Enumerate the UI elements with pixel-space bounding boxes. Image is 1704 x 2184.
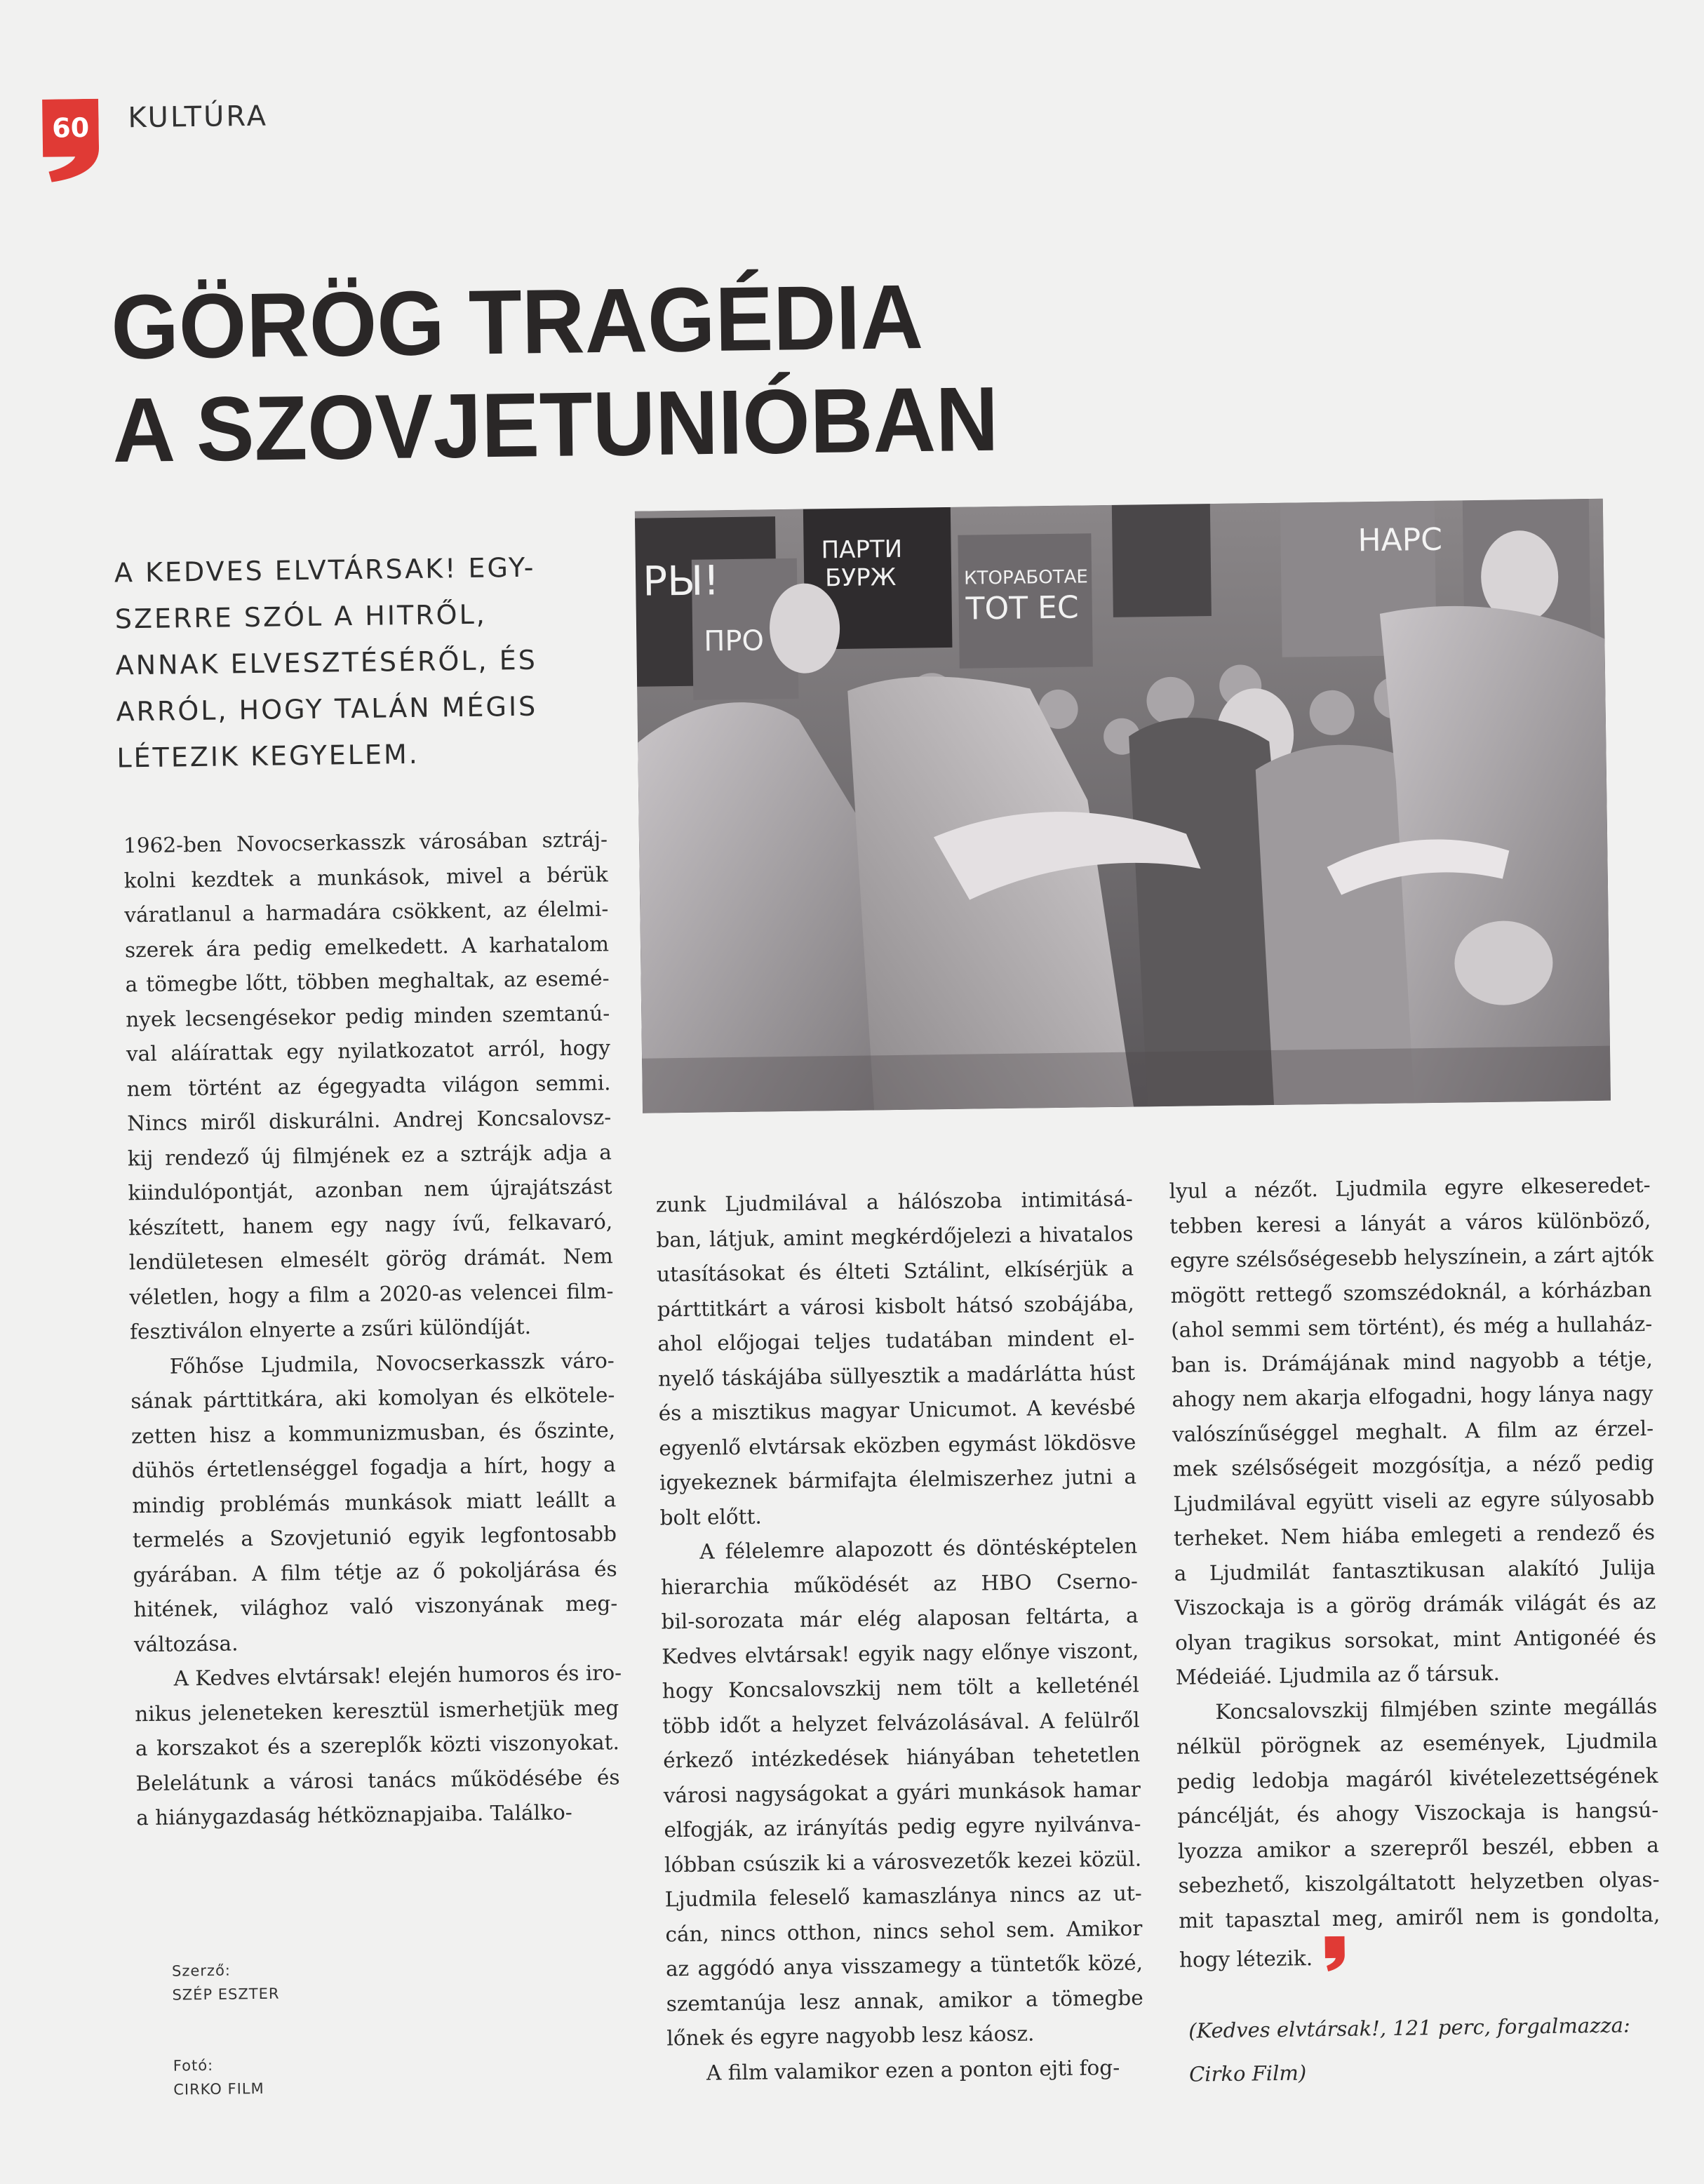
- text-line: több időt a helyzet felvázolásával. A felülről: [662, 1708, 1140, 1738]
- end-mark-icon: [1324, 1936, 1346, 1983]
- text-line: igyekeznek bármifajta élelmiszerhez jutni a: [659, 1464, 1137, 1495]
- text-line: érkező intézkedések hiányában tehetetlen: [662, 1742, 1141, 1773]
- banner-text: РЫ!: [642, 556, 720, 605]
- banner-text: КТОРАБОТАЕ: [963, 566, 1089, 589]
- text-line: mögött rettegő szomszédoknál, a kórházban: [1170, 1277, 1652, 1308]
- text-line: bolt előtt.: [659, 1504, 762, 1529]
- photo-label: Fotó:: [173, 2056, 214, 2075]
- text-line: készített, hanem egy nagy ívű, felkavaró,: [128, 1209, 613, 1240]
- text-line: Főhőse Ljudmila, Novocserkasszk váro-: [169, 1348, 615, 1379]
- film-info-line: (Kedves elvtársak!, 121 perc, forgalmazza:: [1188, 2013, 1630, 2043]
- text-line: Koncsalovszkij filmjében szinte megállás: [1215, 1694, 1658, 1724]
- text-line: ban is. Drámájának mind nagyobb a tétje,: [1171, 1346, 1653, 1377]
- text-line: szerek ára pedig emelkedett. A karhatalom: [124, 931, 610, 962]
- text-line: Kedves elvtársak! egyik nagy előnye viszont,: [662, 1638, 1139, 1668]
- lead-line: ANNAK ELVESZTÉSÉRŐL, ÉS: [115, 644, 538, 681]
- text-line: hogy Koncsalovszkij nem tölt a kelleténél: [662, 1673, 1140, 1703]
- text-line: Ljudmila feleselő kamaszlánya nincs az ut-: [664, 1881, 1142, 1912]
- film-info: [1188, 2003, 1667, 2096]
- text-line: termelés a Szovjetunió egyik legfontosabb: [132, 1522, 617, 1553]
- banner-text: ТОТ ЕС: [965, 589, 1079, 627]
- lead-line: A KEDVES ELVTÁRSAK! EGY-: [114, 551, 536, 589]
- text-line: lendületesen elmesélt görög drámát. Nem: [128, 1244, 613, 1275]
- text-line: mek szélsőségeit mozgósítja, a néző pedig: [1172, 1450, 1654, 1481]
- banner-text: НАРС: [1357, 521, 1443, 559]
- text-line: utasításokat és élteti Sztálint, elkísérjük a: [656, 1256, 1134, 1287]
- text-line: terheket. Nem hiába emlegeti a rendező és: [1173, 1520, 1656, 1550]
- text-line: A félelemre alapozott és döntésképtelen: [699, 1534, 1138, 1564]
- text-line: váratlanul a harmadára csökkent, az élelmi-: [124, 897, 609, 927]
- text-line: lyozza amikor a szerepről beszél, ebben a: [1177, 1833, 1660, 1863]
- banner-text: ПРО: [704, 624, 765, 658]
- text-line: valószínűséggel meghalt. A film az érzel-: [1172, 1416, 1654, 1447]
- text-line: szemtanúja lesz annak, amikor a tömegbe: [666, 1985, 1143, 2016]
- article-lead: [114, 543, 601, 781]
- text-line: Belelátunk a városi tanács működésébe és: [135, 1764, 620, 1795]
- text-line: Viszockaja is a görög drámák világát és az: [1174, 1589, 1656, 1620]
- banner-text: ПАРТИ: [821, 535, 903, 565]
- text-line: változása.: [133, 1630, 239, 1656]
- text-line: mit tapasztal meg, amiről nem is gondolta,: [1179, 1902, 1661, 1933]
- text-line: sának párttitkára, aki komolyan és elkötele-: [130, 1383, 615, 1414]
- text-line: tebben keresi a lányát a város különböző,: [1169, 1207, 1651, 1238]
- text-line: Ljudmilával együtt viseli az egyre súlyosabb: [1173, 1485, 1655, 1516]
- text-column-3: [1169, 1168, 1661, 1984]
- text-line: hitének, világhoz való viszonyának meg-: [133, 1591, 618, 1622]
- text-line: nyelő táskájába süllyesztik a madárlátta húst: [657, 1360, 1136, 1391]
- text-line: ban, látjuk, amint megkérdőjelezi a hivatalos: [656, 1221, 1134, 1252]
- text-line: ahol előjogai teljes tudatában mindent el-: [657, 1325, 1135, 1356]
- lead-line: ARRÓL, HOGY TALÁN MÉGIS: [116, 690, 538, 728]
- text-line: lóbban csúszik ki a városvezetők kezei közül.: [664, 1847, 1142, 1877]
- crowd-scene-image: [635, 499, 1611, 1113]
- text-line: az aggódó anya visszamegy a tüntetők közé,: [665, 1950, 1143, 1981]
- text-line: elfogják, az irányítás pedig egyre nyilvánva-: [664, 1811, 1141, 1842]
- author-credit: [172, 1958, 280, 2007]
- text-line: ahogy nem akarja elfogadni, hogy lánya nagy: [1172, 1381, 1653, 1412]
- author-name: SZÉP ESZTER: [172, 1985, 280, 2004]
- text-line: a Ljudmilát fantasztikusan alakító Julija: [1174, 1555, 1656, 1586]
- text-column-2: [656, 1182, 1145, 2091]
- text-line: val aláírattak egy nyilatkozatot arról, hogy: [126, 1036, 611, 1066]
- lead-line: LÉTEZIK KEGYELEM.: [116, 738, 420, 774]
- text-line: kij rendező új filmjének ez a sztrájk adja a: [127, 1139, 612, 1170]
- text-line: a hiánygazdaság hétköznapjaiba. Találko-: [135, 1800, 572, 1830]
- text-line: hogy létezik.: [1179, 1946, 1313, 1972]
- film-info-line: Cirko Film): [1188, 2061, 1307, 2086]
- text-line: lőnek és egyre nagyobb lesz káosz.: [666, 2021, 1035, 2051]
- text-line: olyan tragikus sorsokat, mint Antigonéé és: [1174, 1624, 1657, 1655]
- text-line: hierarchia működését az HBO Cserno-: [660, 1569, 1139, 1599]
- banner-text: БУРЖ: [824, 563, 897, 593]
- text-line: a korszakot és a szereplők közti viszonyokat.: [135, 1730, 620, 1761]
- author-label: Szerző:: [171, 1962, 232, 1980]
- text-line: egyre szélsőségesebb helyszínein, a zárt ajtók: [1169, 1242, 1654, 1273]
- text-line: nem történt az égegyadta világon semmi.: [126, 1070, 611, 1101]
- text-line: városi nagyságokat a gyári munkások hamar: [663, 1777, 1141, 1807]
- text-line: fesztiválon elnyerte a zsűri különdíját.: [129, 1314, 532, 1344]
- text-line: 1962-ben Novocserkasszk városában sztráj-: [123, 827, 608, 858]
- headline-line: A SZOVJETUNIÓBAN: [112, 368, 1000, 482]
- text-column-1: [123, 822, 621, 1835]
- text-line: dühös értetlenséggel fogadja a hírt, hogy a: [131, 1452, 616, 1483]
- text-line: sebezhető, kiszolgáltatott helyzetben olyas-: [1178, 1867, 1660, 1898]
- text-line: Médeiáé. Ljudmila az ő társuk.: [1175, 1661, 1501, 1689]
- text-line: nikus jeleneteken keresztül ismerhetjük meg: [135, 1695, 619, 1726]
- text-line: nélkül pörögnek az események, Ljudmila: [1176, 1728, 1658, 1759]
- text-line: kiindulópontját, azonban nem újrajátszást: [128, 1174, 612, 1205]
- text-line: A Kedves elvtársak! elején humoros és iro-: [173, 1661, 622, 1691]
- text-line: cán, nincs otthon, nincs sehol sem. Amikor: [665, 1916, 1143, 1946]
- text-line: (ahol semmi sem történt), és még a hullaház-: [1170, 1311, 1653, 1342]
- article-headline: [110, 262, 1165, 483]
- photo-credit: [173, 2053, 264, 2102]
- text-line: Nincs miről diskurálni. Andrej Koncsalovsz-: [127, 1105, 612, 1136]
- text-line: A film valamikor ezen a ponton ejti fog-: [706, 2055, 1120, 2085]
- text-line: és a misztikus magyar Unicumot. A kevésbé: [658, 1395, 1136, 1426]
- text-line: mindig problémás munkások miatt leállt a: [132, 1487, 617, 1518]
- text-line: zetten hisz a kommunizmusban, és őszinte,: [130, 1417, 616, 1448]
- text-line: gyárában. A film tétje az ő pokoljárása és: [133, 1556, 617, 1587]
- lead-line: SZERRE SZÓL A HITRŐL,: [114, 598, 488, 635]
- film-still-photo: [635, 499, 1611, 1113]
- text-line: zunk Ljudmilával a hálószoba intimitásá-: [655, 1186, 1133, 1217]
- text-line: lyul a nézőt. Ljudmila egyre elkeseredet-: [1169, 1172, 1651, 1203]
- text-line: nyek lecsengésekor pedig minden szemtanú-: [126, 1000, 610, 1031]
- text-line: pedig ledobja magáról kivételezettségének: [1176, 1763, 1658, 1794]
- section-label: KULTÚRA: [128, 100, 269, 135]
- text-line: véletlen, hogy a film a 2020-as velencei film-: [129, 1278, 614, 1309]
- text-line: kolni kezdtek a munkások, mivel a bérük: [123, 862, 608, 892]
- text-line: a tömegbe lőtt, többen meghaltak, az esemé-: [125, 966, 610, 997]
- text-line: páncélját, és ahogy Viszockaja is hangsú-: [1177, 1797, 1659, 1828]
- text-line: párttitkárt a városi kisbolt hátsó szobájába,: [657, 1291, 1134, 1321]
- text-line: bil-sorozata már elég alaposan feltárta, a: [661, 1603, 1139, 1634]
- page-number: 60: [51, 112, 90, 144]
- text-line: egyenlő elvtársak eközben egymást lökdösve: [659, 1430, 1136, 1460]
- headline-line: GÖRÖG TRAGÉDIA: [110, 266, 924, 379]
- photo-name: CIRKO FILM: [173, 2079, 264, 2098]
